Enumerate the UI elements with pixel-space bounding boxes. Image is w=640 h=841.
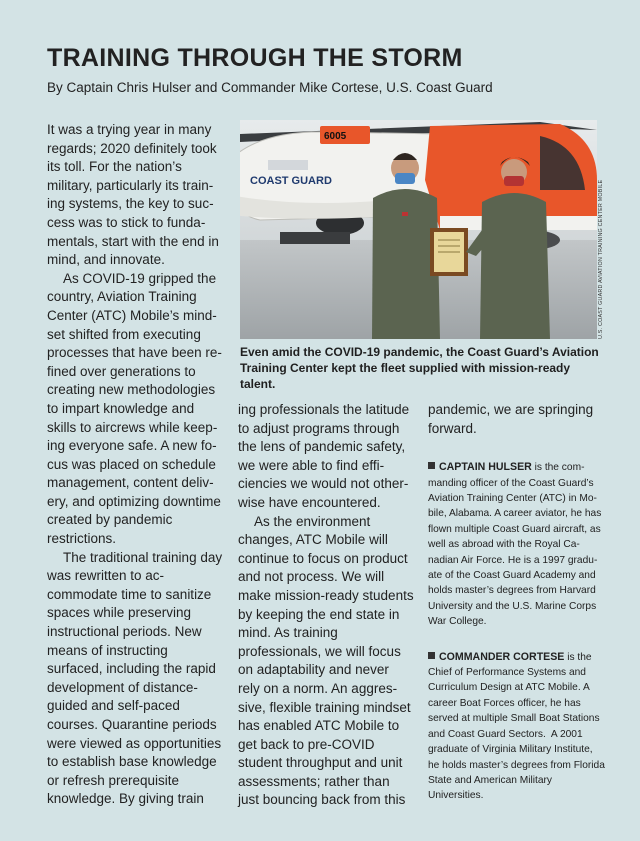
square-bullet-icon (428, 462, 435, 469)
photo-caption: Even amid the COVID-19 pandemic, the Coast Guard’s Aviation Training Center kept the fleet supplied with mission-ready talent. (240, 345, 599, 391)
body-column-1 (47, 121, 223, 809)
award-plaque (430, 228, 468, 276)
helicopter-photo (240, 120, 597, 339)
tail-number: 6005 (324, 131, 347, 142)
bio-name: CAPTAIN HULSER (439, 461, 532, 474)
paragraph-training-day: The traditional training day was rewritten to accommodate time to sanitize spaces while preserving instructional periods. New means of instructing surfaced, including the rapid development of distance-guided and self-paced courses. Quarantine periods were viewed as opportunities to establish base knowledge or refresh prerequisite knowledge. By giving train (47, 549, 223, 807)
photo-credit (598, 120, 610, 339)
body-column-2 (238, 401, 414, 810)
helicopter-lettering: COAST GUARD (250, 175, 332, 187)
photo-credit-text: U.S. COAST GUARD AVIATION TRAINING CENTER MOBILE (598, 179, 604, 339)
byline: By Captain Chris Hulser and Commander Mike Cortese, U.S. Coast Guard (47, 80, 493, 95)
helicopter-skid (280, 232, 350, 244)
bio-cortese (428, 650, 606, 804)
paragraph-training-day-cont: ing professionals the latitude to adjust programs through the lens of pandemic safety, we were able to find efficiencies we would not otherwise have encountered. (238, 402, 410, 510)
blue-mask (395, 173, 415, 184)
body-column-3 (428, 401, 606, 804)
flight-suit-right (480, 193, 550, 339)
bio-hulser (428, 460, 606, 629)
paragraph-covid: As COVID-19 gripped the country, Aviation Training Center (ATC) Mobile’s mindset shifted from executing processes that have been refined over generations to creating new methodologies to impart knowledge and skills to aircrews while keeping everyone safe. A new focus was placed on schedule management, content delivery, and optimizing downtime created by pandemic restrictions. (47, 270, 222, 547)
paragraph-environment-cont: pandemic, we are springing forward. (428, 402, 594, 436)
flight-suit-left (372, 189, 440, 339)
bio-name: COMMANDER CORTESE (439, 650, 565, 663)
red-mask (504, 176, 524, 186)
bio-text: is the Chief of Performance Systems and Curriculum Design at ATC Mobile. A career Boat Forces officer, he has served at multiple Small Boat Stations and Coast Guard Sectors. A 2001 graduate of Virginia Military Institute, he holds master’s degrees from Florida State and American Military Universities. (428, 651, 605, 802)
paragraph-intro: It was a trying year in many regards; 2020 definitely took its toll. For the nation’s military, particularly its training systems, the key to success was to stick to fundamentals, start with the end in mind, and innovate. (47, 122, 219, 268)
paragraph-environment: As the environment changes, ATC Mobile will continue to focus on product and not process. We will make mission-ready students by keeping the end state in mind. As training professionals, we will focus on adaptability and never rely on a norm. An aggressive, flexible training mindset has enabled ATC Mobile to get back to pre-COVID student throughput and unit assessments; rather than just bouncing back from this (238, 513, 414, 808)
photo-illustration (240, 120, 597, 339)
article-title: TRAINING THROUGH THE STORM (47, 44, 463, 72)
square-bullet-icon (428, 652, 435, 659)
bio-text: is the commanding officer of the Coast Guard’s Aviation Training Center (ATC) in Mobile, Alabama. A career aviator, he has flown multiple Coast Guard aircraft, as well as abroad with the Royal Canadian Air Force. He is a 1997 graduate of the Coast Guard Academy and holds master’s degrees from Harvard University and the U.S. Marine Corps War College. (428, 462, 602, 628)
